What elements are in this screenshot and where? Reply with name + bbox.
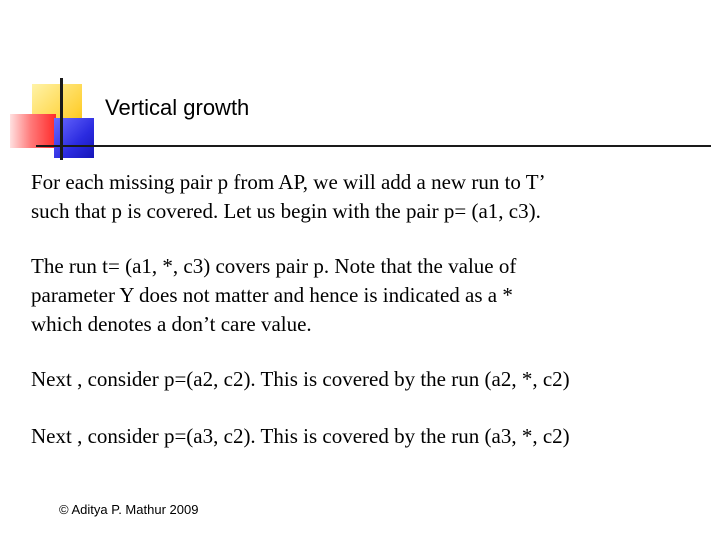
paragraph-line: such that p is covered. Let us begin with the pair p= (a1, c3). — [31, 199, 541, 223]
title-divider — [36, 145, 711, 147]
logo-red-square — [10, 114, 56, 148]
paragraph-line: which denotes a don’t care value. — [31, 312, 312, 336]
slide-title: Vertical growth — [105, 95, 250, 120]
paragraph-1 — [31, 168, 701, 226]
paragraph-line: parameter Y does not matter and hence is indicated as a * — [31, 283, 513, 307]
paragraph-line: Next , consider p=(a2, c2). This is covered by the run (a2, *, c2) — [31, 367, 570, 391]
paragraph-4 — [31, 422, 701, 451]
paragraph-line: Next , consider p=(a3, c2). This is covered by the run (a3, *, c2) — [31, 424, 570, 448]
paragraph-line: For each missing pair p from AP, we will add a new run to T’ — [31, 170, 546, 194]
paragraph-3 — [31, 365, 701, 394]
logo-vertical-line — [60, 78, 63, 160]
paragraph-2 — [31, 252, 701, 339]
paragraph-line: The run t= (a1, *, c3) covers pair p. Note that the value of — [31, 254, 517, 278]
footer-copyright: © Aditya P. Mathur 2009 — [59, 502, 199, 517]
